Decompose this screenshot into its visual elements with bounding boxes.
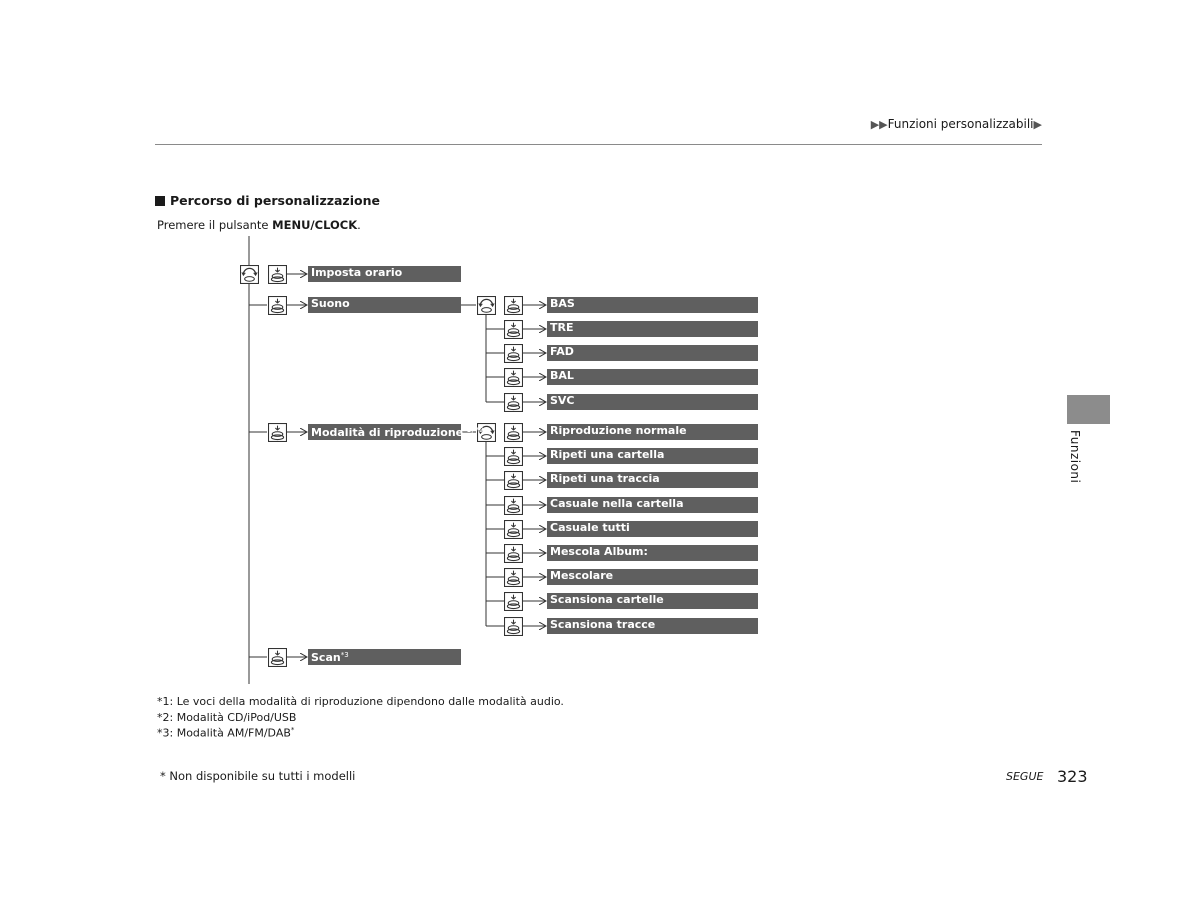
menu-clock-button-label: MENU/CLOCK [272,218,358,232]
press-knob-icon [505,321,523,339]
footnote-1: *1: Le voci della modalità di riproduzione dipendono dalle modalità audio. [157,695,564,708]
menu-item-imposta-orario: Imposta orario [308,266,461,282]
chapter-tab [1067,395,1110,424]
section-title-text: Percorso di personalizzazione [170,193,380,208]
play-mode-item: Mescolare [547,569,758,585]
press-knob-icon [505,345,523,363]
press-knob-icon [505,424,523,442]
play-mode-subtree [486,424,546,636]
rotate-knob-icon [241,266,259,284]
sound-item-bas: BAS [547,297,758,313]
press-knob-icon [505,369,523,387]
press-knob-icon [505,297,523,315]
press-knob-icon [505,497,523,515]
page-number: 323 [1057,767,1088,786]
play-mode-item: Riproduzione normale [547,424,758,440]
play-mode-item: Casuale nella cartella [547,497,758,513]
press-knob-icon [269,649,287,667]
press-knob-icon [505,394,523,412]
play-mode-item: Mescola Album: [547,545,758,561]
arrow-icon: ▶ [1033,118,1042,131]
sound-item-bal: BAL [547,369,758,385]
double-arrow-icon: ▶▶ [870,118,888,131]
play-mode-item: Scansiona cartelle [547,593,758,609]
press-knob-icon [505,448,523,466]
press-knob-icon [505,545,523,563]
footnote-3: *3: Modalità AM/FM/DAB* [157,726,295,740]
press-knob-icon [269,424,287,442]
sound-item-fad: FAD [547,345,758,361]
breadcrumb-label: Funzioni personalizzabili [887,117,1034,131]
chapter-label: Funzioni [1068,430,1082,484]
play-mode-item: Scansiona tracce [547,618,758,634]
play-mode-item: Ripeti una cartella [547,448,758,464]
rotate-knob-icon [478,297,496,315]
press-knob-icon [269,297,287,315]
sound-item-tre: TRE [547,321,758,337]
press-knob-icon [505,618,523,636]
continued-label: SEGUE [1006,770,1044,783]
press-knob-icon [505,521,523,539]
press-knob-icon [505,569,523,587]
menu-item-modalita-riproduzione: Modalità di riproduzione$^{*1, *2}$ [308,424,461,440]
intro-text: Premere il pulsante MENU/CLOCK. [157,218,361,232]
press-knob-icon [505,593,523,611]
menu-item-scan: Scan$^{*3}$ [308,649,461,665]
footnote-2: *2: Modalità CD/iPod/USB [157,711,297,724]
press-knob-icon [505,472,523,490]
press-knob-icon [269,266,287,284]
sound-item-svc: SVC [547,394,758,410]
menu-item-suono: Suono [308,297,461,313]
play-mode-item: Casuale tutti [547,521,758,537]
play-mode-item: Ripeti una traccia [547,472,758,488]
availability-note: * Non disponibile su tutti i modelli [160,769,356,783]
